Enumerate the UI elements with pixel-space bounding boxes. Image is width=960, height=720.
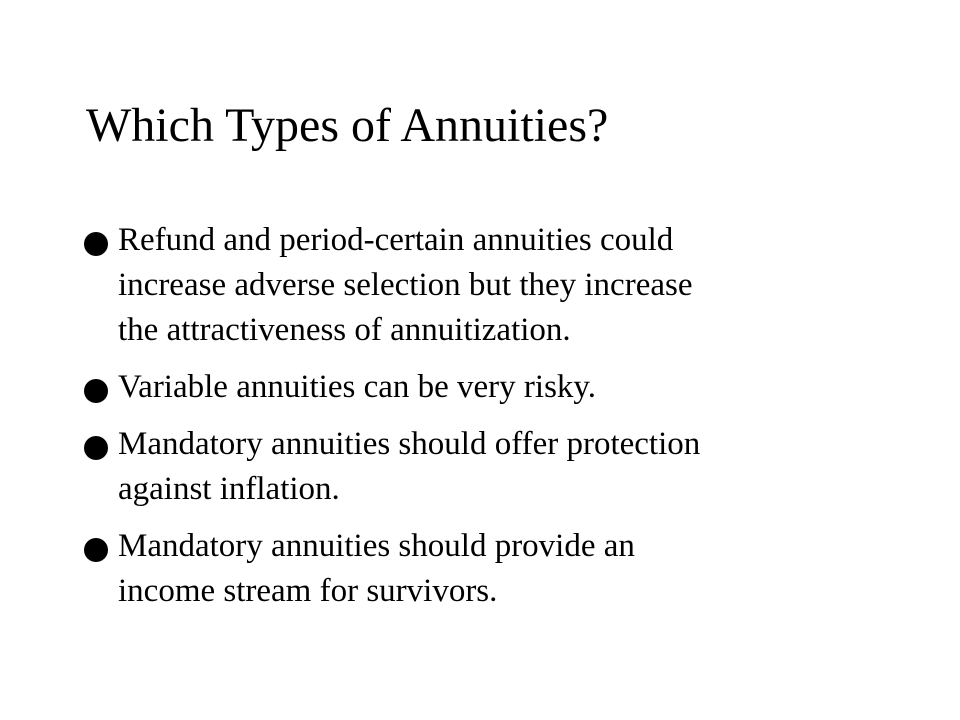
filled-circle-bullet-icon (84, 538, 108, 562)
bullet-line: Variable annuities can be very risky. (118, 369, 597, 405)
filled-circle-bullet-icon (84, 379, 108, 403)
bullet-line: against inflation. (118, 471, 340, 507)
bullet-item (84, 422, 884, 512)
bullet-text (118, 218, 884, 353)
bullet-text (118, 365, 884, 410)
bullet-line: increase adverse selection but they increase (118, 267, 693, 303)
bullet-line: Mandatory annuities should offer protection (118, 426, 701, 462)
bullet-line: the attractiveness of annuitization. (118, 312, 571, 348)
bullet-line: income stream for survivors. (118, 573, 498, 609)
bullet-list (84, 218, 884, 626)
bullet-item (84, 218, 884, 353)
filled-circle-bullet-icon (84, 436, 108, 460)
bullet-item (84, 524, 884, 614)
bullet-item (84, 365, 884, 410)
bullet-line: Mandatory annuities should provide an (118, 528, 635, 564)
bullet-text (118, 422, 884, 512)
bullet-text (118, 524, 884, 614)
slide-title: Which Types of Annuities? (86, 99, 609, 152)
filled-circle-bullet-icon (84, 232, 108, 256)
bullet-line: Refund and period-certain annuities could (118, 222, 674, 258)
